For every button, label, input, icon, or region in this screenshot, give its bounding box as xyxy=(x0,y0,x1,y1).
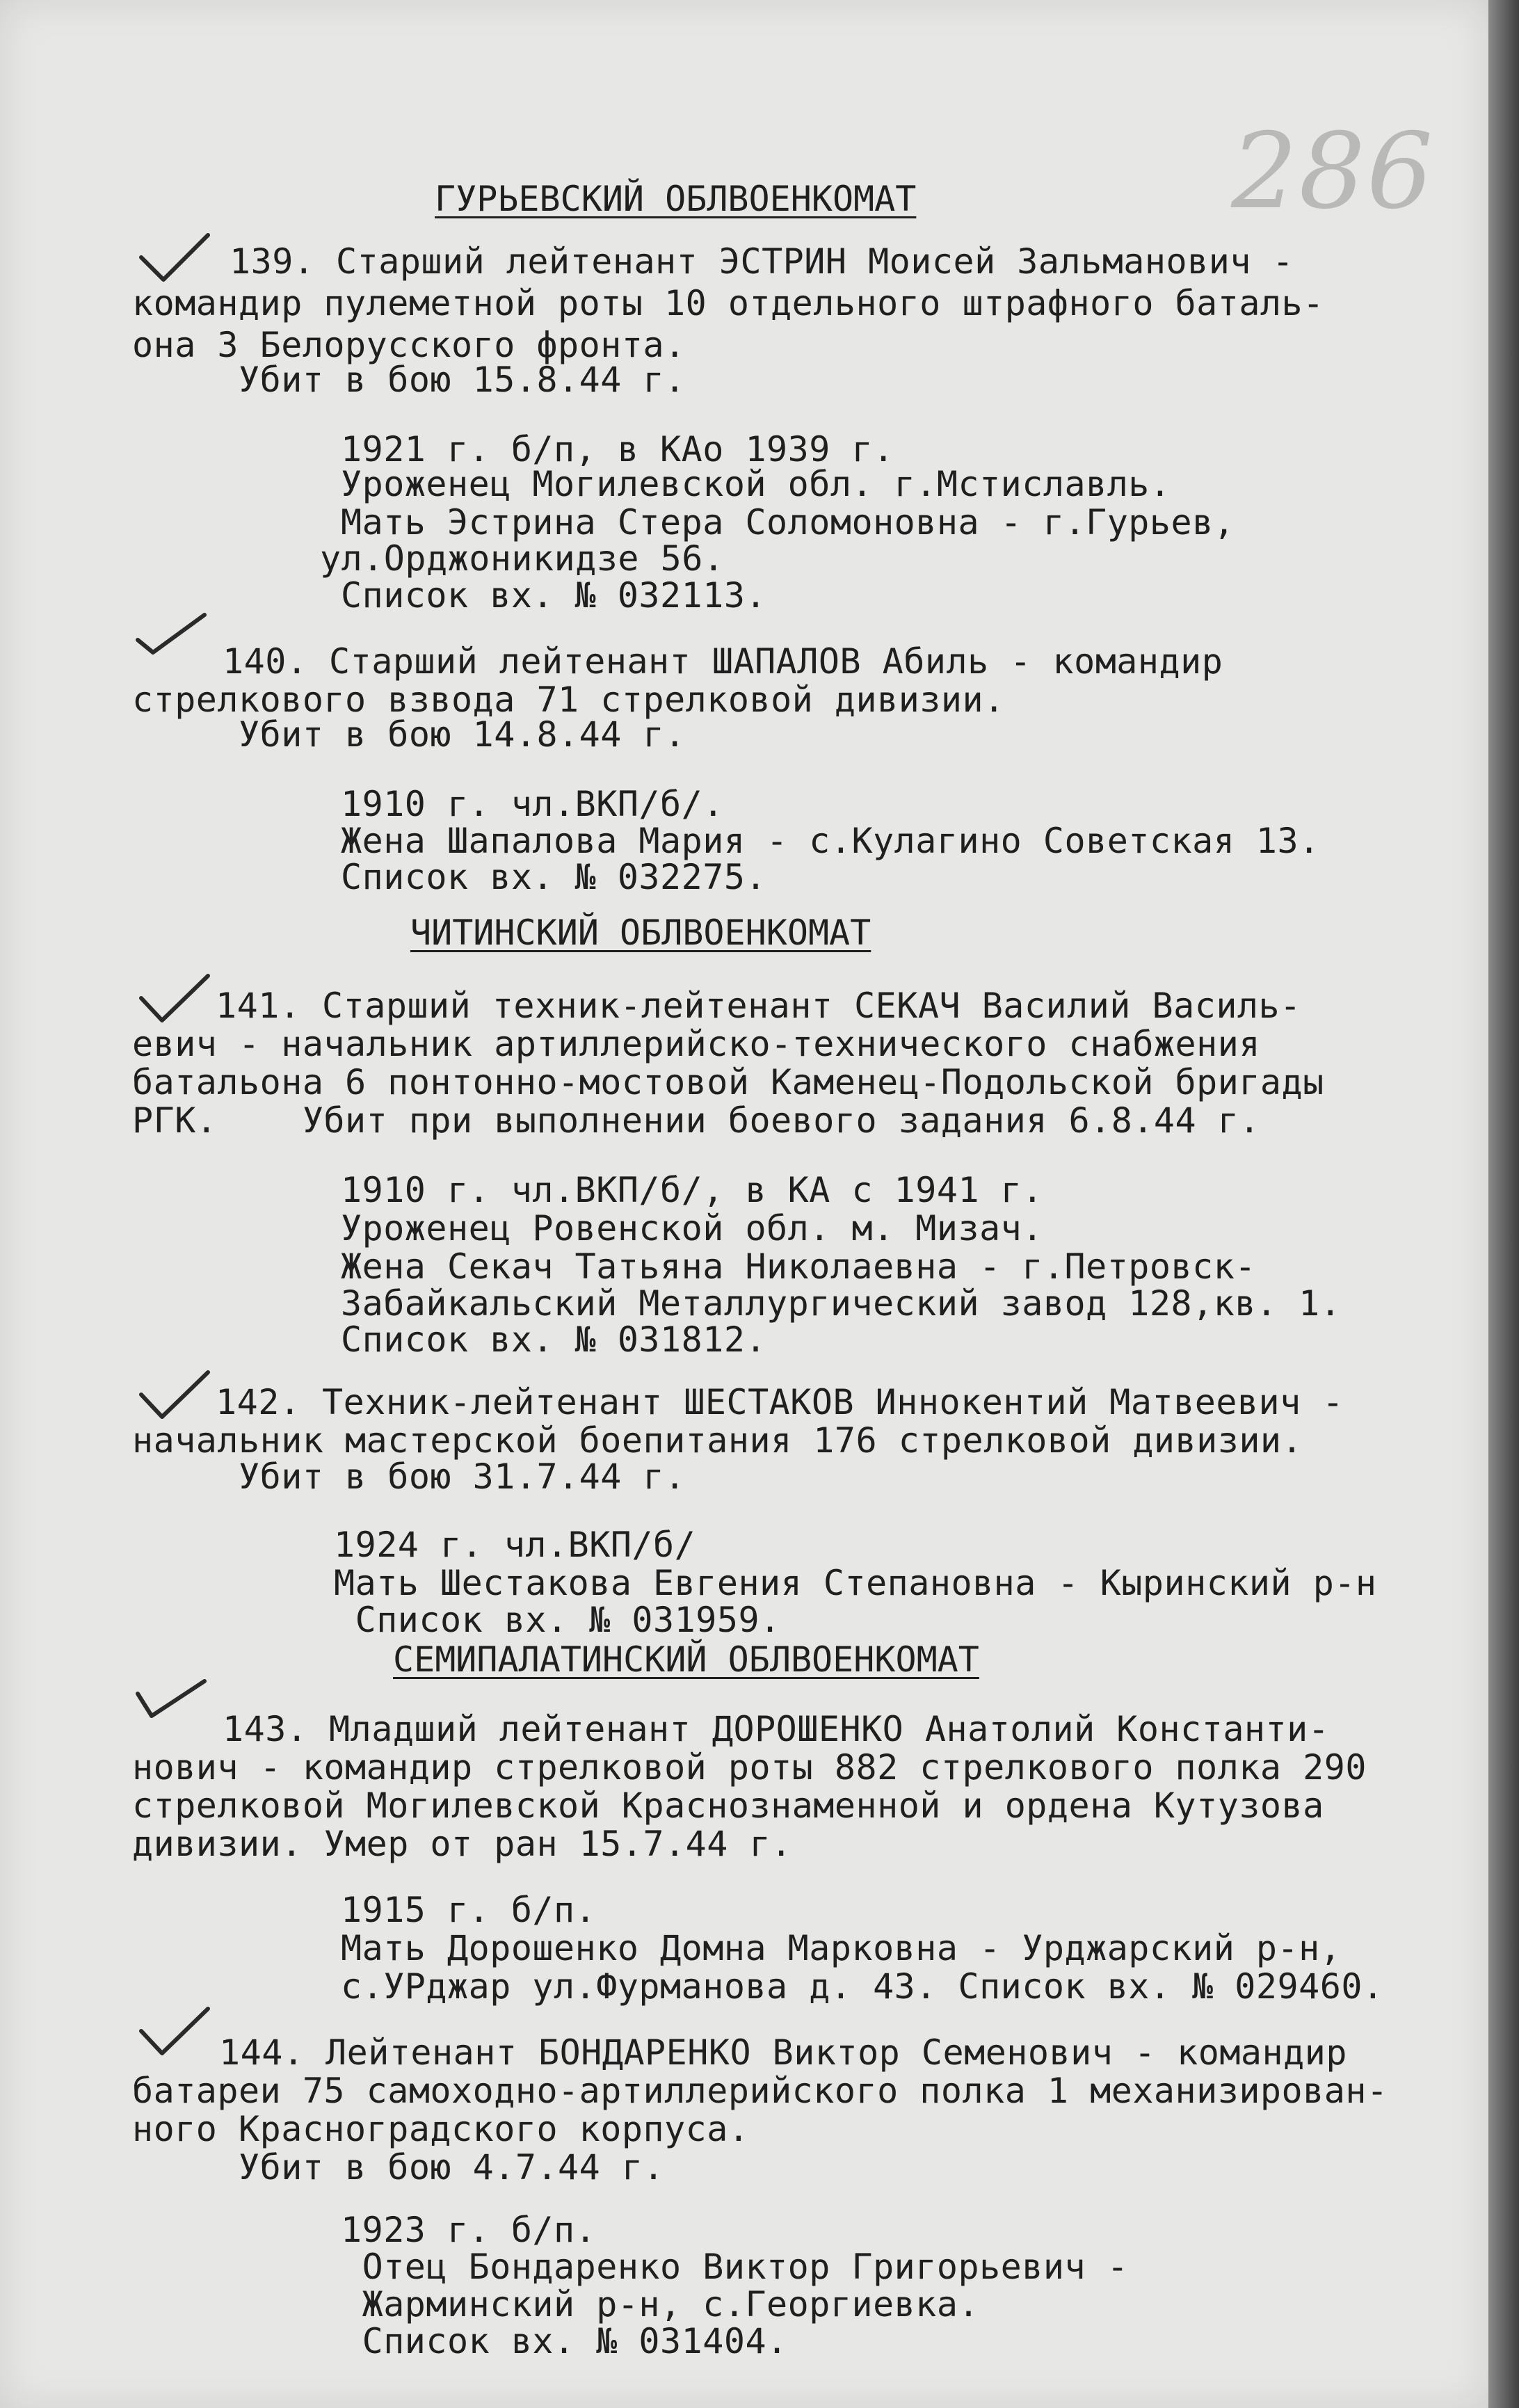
entry-140-detail-3: Список вх. № 032275. xyxy=(341,857,767,897)
entry-142-line-3: Убит в бою 31.7.44 г. xyxy=(132,1456,686,1497)
checkmark-icon xyxy=(136,2003,212,2059)
entry-140-detail-1: 1910 г. чл.ВКП/б/. xyxy=(341,784,724,824)
entry-143-detail-1: 1915 г. б/п. xyxy=(341,1890,597,1930)
entry-144-line-2: батареи 75 самоходно-артиллерийского полка 1 механизирован- xyxy=(132,2071,1388,2111)
entry-141-detail-5: Список вх. № 031812. xyxy=(341,1319,767,1360)
entry-141-line-2: евич - начальник артиллерийско-технического снабжения xyxy=(132,1024,1260,1064)
entry-140-line-1: 140. Старший лейтенант ШАПАЛОВ Абиль - командир xyxy=(223,641,1223,682)
page-edge xyxy=(1488,0,1519,2408)
checkmark-icon xyxy=(136,1367,212,1422)
entry-144-line-1: 144. Лейтенант БОНДАРЕНКО Виктор Семенович - командир xyxy=(219,2032,1347,2073)
entry-143-line-4: дивизии. Умер от ран 15.7.44 г. xyxy=(132,1824,792,1864)
entry-139-detail-5: Список вх. № 032113. xyxy=(341,575,767,616)
entry-139-line-2: командир пулеметной роты 10 отдельного штрафного баталь- xyxy=(132,283,1324,323)
entry-140-line-3: Убит в бою 14.8.44 г. xyxy=(132,714,686,755)
entry-142-detail-2: Мать Шестакова Евгения Степановна - Кыринский р-н xyxy=(334,1563,1377,1603)
entry-139-detail-3: Мать Эстрина Стера Соломоновна - г.Гурьев, xyxy=(341,502,1235,543)
entry-144-line-3: ного Красноградского корпуса. xyxy=(132,2109,750,2149)
checkmark-icon xyxy=(132,605,209,661)
entry-143-line-2: нович - командир стрелковой роты 882 стрелкового полка 290 xyxy=(132,1747,1367,1788)
entry-143-line-3: стрелковой Могилевской Краснознаменной и ордена Кутузова xyxy=(132,1785,1324,1826)
entry-141-detail-1: 1910 г. чл.ВКП/б/, в КА с 1941 г. xyxy=(341,1170,1043,1210)
entry-144-detail-3: Жарминский р-н, с.Георгиевка. xyxy=(341,2284,980,2325)
entry-142-detail-3: Список вх. № 031959. xyxy=(334,1600,781,1640)
entry-140-detail-2: Жена Шапалова Мария - с.Кулагино Советская 13. xyxy=(341,821,1320,861)
checkmark-icon xyxy=(136,230,212,285)
entry-142-line-1: 142. Техник-лейтенант ШЕСТАКОВ Иннокентий Матвеевич - xyxy=(216,1382,1344,1422)
entry-141-line-1: 141. Старший техник-лейтенант СЕКАЧ Василий Василь- xyxy=(216,986,1301,1026)
checkmark-icon xyxy=(136,970,212,1026)
handwritten-page-number: 286 xyxy=(1231,111,1435,232)
entry-142-line-2: начальник мастерской боепитания 176 стрелковой дивизии. xyxy=(132,1420,1303,1461)
entry-141-detail-2: Уроженец Ровенской обл. м. Мизач. xyxy=(341,1208,1043,1249)
entry-141-line-3: батальона 6 понтонно-мостовой Каменец-Подольской бригады xyxy=(132,1062,1324,1102)
entry-139-detail-2: Уроженец Могилевской обл. г.Мстиславль. xyxy=(341,464,1171,504)
entry-139-detail-1: 1921 г. б/п, в КАо 1939 г. xyxy=(341,429,894,469)
entry-141-line-4: РГК. Убит при выполнении боевого задания 6.8.44 г. xyxy=(132,1100,1260,1141)
entry-144-detail-2: Отец Бондаренко Виктор Григорьевич - xyxy=(341,2247,1129,2287)
entry-141-detail-4: Забайкальский Металлургический завод 128,кв. 1. xyxy=(341,1283,1342,1324)
entry-139-line-1: 139. Старший лейтенант ЭСТРИН Моисей Зальманович - xyxy=(230,241,1294,282)
checkmark-icon xyxy=(132,1673,209,1728)
entry-143-detail-2: Мать Дорошенко Домна Марковна - Урджарский р-н, xyxy=(341,1928,1342,1968)
entry-139-line-4: Убит в бою 15.8.44 г. xyxy=(132,360,686,400)
section-header-guryev: ГУРЬЕВСКИЙ ОБЛВОЕНКОМАТ xyxy=(435,179,917,219)
entry-144-line-4: Убит в бою 4.7.44 г. xyxy=(132,2147,665,2188)
entry-144-detail-1: 1923 г. б/п. xyxy=(341,2210,597,2250)
entry-141-detail-3: Жена Секач Татьяна Николаевна - г.Петровск- xyxy=(341,1246,1256,1287)
entry-139-line-3: она 3 Белорусского фронта. xyxy=(132,325,686,365)
section-header-chita: ЧИТИНСКИЙ ОБЛВОЕНКОМАТ xyxy=(410,913,871,953)
entry-142-detail-1: 1924 г. чл.ВКП/б/ xyxy=(334,1525,696,1565)
section-header-semipalatinsk: СЕМИПАЛАТИНСКИЙ ОБЛВОЕНКОМАТ xyxy=(393,1639,979,1680)
entry-143-line-1: 143. Младший лейтенант ДОРОШЕНКО Анатолий Константи- xyxy=(223,1709,1330,1749)
entry-143-detail-3: с.УРджар ул.Фурманова д. 43. Список вх. № 029460. xyxy=(341,1966,1384,2007)
entry-140-line-2: стрелкового взвода 71 стрелковой дивизии. xyxy=(132,680,1005,720)
entry-144-detail-4: Список вх. № 031404. xyxy=(341,2321,788,2361)
entry-139-detail-4: ул.Орджоникидзе 56. xyxy=(320,538,725,579)
